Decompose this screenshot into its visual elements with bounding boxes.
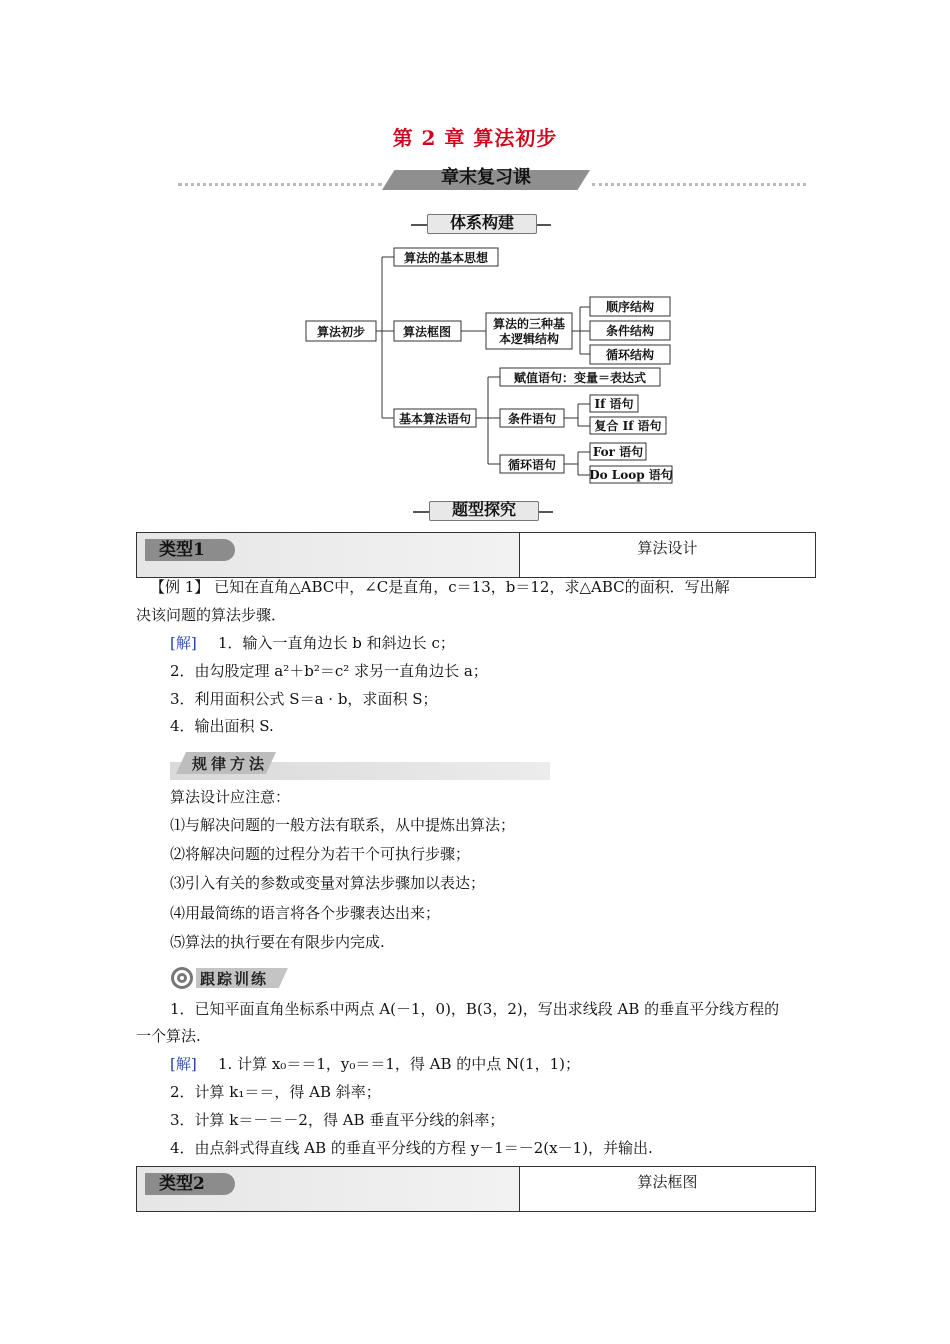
type2-tag-num: 2 [193,1174,205,1194]
tree-for: For 语句 [592,445,644,459]
method-point-2: ⑵将解决问题的过程分为若干个可执行步骤； [170,845,471,863]
example1-step1: 1．输入一直角边长 b 和斜边长 c； [218,634,455,652]
type2-box [136,1166,816,1212]
method-point-5: ⑸算法的执行要在有限步内完成. [170,933,385,951]
tree-three-structures-line1: 算法的三种基 [492,317,566,331]
tree-loop-stmt: 循环语句 [507,458,557,472]
training-step1: 1. 计算 x₀＝＝1，y₀＝＝1，得 AB 的中点 N(1，1)； [218,1055,580,1073]
example1-step4: 4．输出面积 S. [170,717,274,735]
training-q-line1: 1．已知平面直角坐标系中两点 A(－1，0)，B(3，2)，写出求线段 AB 的垂直平分线方程的 [170,1000,780,1018]
target-icon [170,966,194,990]
tree-basic-idea: 算法的基本思想 [403,251,489,265]
method-point-4: ⑷用最简练的语言将各个步骤表达出来； [170,904,441,922]
training-solution-label: [解] [170,1055,197,1073]
type1-box [136,532,816,578]
type1-tag-num: 1 [193,540,205,560]
concept-tree-diagram [300,240,680,490]
tree-root: 算法初步 [316,325,366,339]
example1-solution-label: [解] [170,634,197,652]
example1-step3: 3．利用面积公式 S＝a · b，求面积 S； [170,690,438,708]
training-step4: 4．由点斜式得直线 AB 的垂直平分线的方程 y－1＝－2(x－1)，并输出. [170,1139,653,1157]
tree-sequence: 顺序结构 [605,300,655,314]
type2-tag-area [137,1167,519,1211]
method-point-3: ⑶引入有关的参数或变量对算法步骤加以表达； [170,874,486,892]
example1-line1: 【例 1】 已知在直角△ABC中，∠C是直角，c＝13，b＝12，求△ABC的面积．写出解 [150,578,730,596]
method-label: 规律方法 [192,755,269,773]
explore-label: 题型探究 [429,501,539,521]
chapter-title: 第 2 章 算法初步 [392,126,558,150]
training-step3: 3．计算 k＝－＝－2，得 AB 垂直平分线的斜率； [170,1111,505,1129]
type1-tag [145,539,235,561]
tree-cond-stmt: 条件语句 [507,412,557,426]
tree-loop: 循环结构 [605,348,655,362]
tree-condition: 条件结构 [605,324,655,338]
tree-assign: 赋值语句：变量＝表达式 [513,371,647,385]
tree-if: If 语句 [594,397,634,411]
tree-compound-if: 复合 If 语句 [594,419,662,433]
banner-dots-right [592,183,806,186]
training-q-line2: 一个算法. [136,1027,201,1045]
tree-statements: 基本算法语句 [398,412,472,426]
tree-flowchart: 算法框图 [402,325,452,339]
type2-tag-word: 类型 [159,1174,193,1194]
tree-doloop: Do Loop 语句 [589,468,673,482]
banner-dots-left [178,183,382,186]
section-title: 章末复习课 [441,167,531,188]
type1-tag-word: 类型 [159,540,193,560]
method-point-1: ⑴与解决问题的一般方法有联系，从中提炼出算法； [170,816,516,834]
overview-label: 体系构建 [427,214,537,234]
type1-tag-area [137,533,519,577]
training-label: 跟踪训练 [200,970,269,988]
type1-name: 算法设计 [637,539,698,557]
type2-tag [145,1173,235,1195]
training-step2: 2．计算 k₁＝＝，得 AB 斜率； [170,1083,381,1101]
example1-line2: 决该问题的算法步骤． [136,606,287,624]
method-intro: 算法设计应注意： [170,788,291,806]
example1-step2: 2．由勾股定理 a²＋b²＝c² 求另一直角边长 a； [170,662,488,680]
tree-three-structures-line2: 本逻辑结构 [498,332,560,346]
type2-name: 算法框图 [637,1173,698,1191]
